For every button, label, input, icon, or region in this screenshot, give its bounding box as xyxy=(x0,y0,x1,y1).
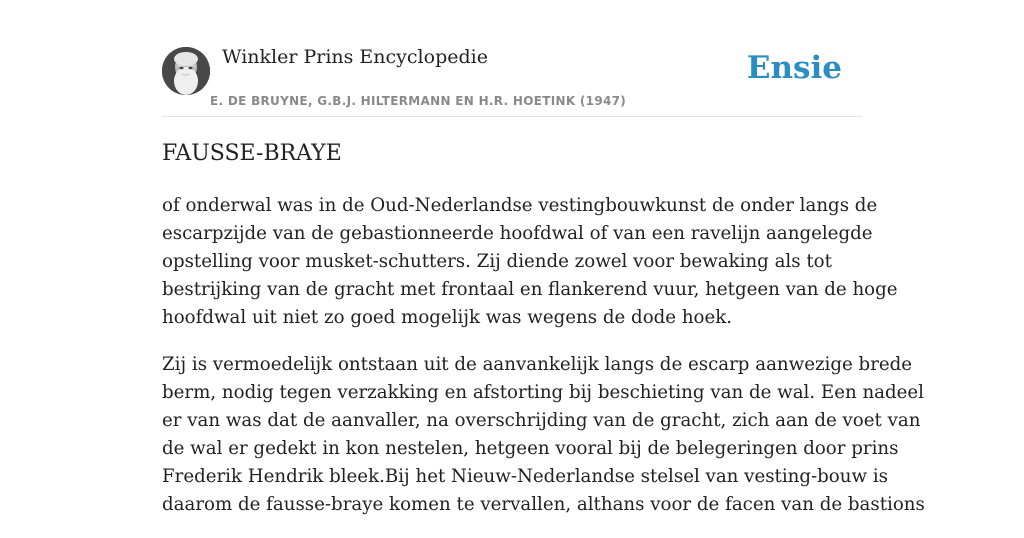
paragraph-1 xyxy=(162,192,898,332)
paragraph-line: opstelling voor musket-schutters. Zij diende zowel voor bewaking als tot xyxy=(162,251,832,272)
paragraph-line: escarpzijde van de gebastionneerde hoofdwal of van een ravelijn aangelegde xyxy=(162,223,873,244)
paragraph-2 xyxy=(162,351,925,519)
paragraph-line: Zij is vermoedelijk ontstaan uit de aanvankelijk langs de escarp aanwezige brede xyxy=(162,354,913,375)
paragraph-line: de wal er gedekt in kon nestelen, hetgeen vooral bij de belegeringen door prins xyxy=(162,438,899,459)
ensie-logo[interactable]: Ensie xyxy=(746,50,842,86)
page-container xyxy=(162,0,925,515)
article-body xyxy=(162,192,925,538)
paragraph-line: Frederik Hendrik bleek.Bij het Nieuw-Nederlandse stelsel van vesting-bouw is xyxy=(162,466,888,487)
author-avatar[interactable] xyxy=(162,47,210,95)
article-title: FAUSSE-BRAYE xyxy=(162,141,342,166)
source-header xyxy=(162,0,862,117)
paragraph-line: er van was dat de aanvaller, na overschrijding van de gracht, zich aan de voet van xyxy=(162,410,921,431)
source-authors: E. DE BRUYNE, G.B.J. HILTERMANN EN H.R. HOETINK (1947) xyxy=(210,94,627,108)
paragraph-line: hoofdwal uit niet zo goed mogelijk was wegens de dode hoek. xyxy=(162,307,733,328)
paragraph-line: bestrijking van de gracht met frontaal en flankerend vuur, hetgeen van de hoge xyxy=(162,279,898,300)
portrait-image xyxy=(162,47,210,95)
paragraph-line: berm, nodig tegen verzakking en afstorting bij beschieting van de wal. Een nadeel xyxy=(162,382,924,403)
paragraph-line: daarom de fausse-braye komen te vervallen, althans voor de facen van de bastions xyxy=(162,494,925,515)
source-title[interactable]: Winkler Prins Encyclopedie xyxy=(222,46,488,68)
paragraph-line: of onderwal was in de Oud-Nederlandse vestingbouwkunst de onder langs de xyxy=(162,195,878,216)
